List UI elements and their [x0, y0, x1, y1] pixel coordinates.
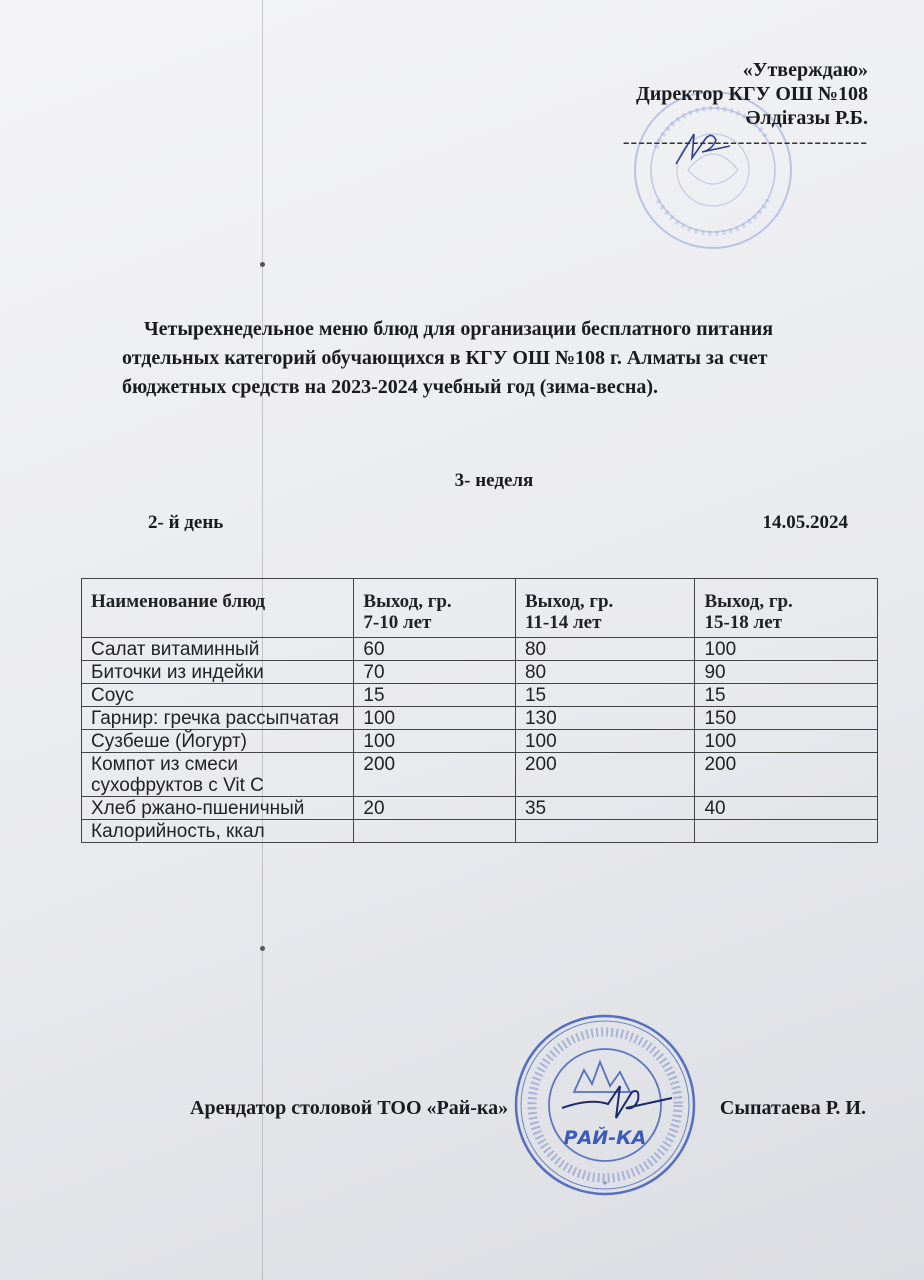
yield-cell: 150: [695, 707, 878, 730]
yield-cell: 90: [695, 661, 878, 684]
table-header-row: [82, 579, 878, 638]
yield-cell: 15: [695, 684, 878, 707]
yield-cell: [515, 820, 695, 843]
week-label: 3- неделя: [454, 470, 534, 491]
menu-table: [81, 578, 878, 843]
table-row: [82, 707, 878, 730]
table-row: [82, 753, 878, 797]
yield-cell: [354, 820, 516, 843]
yield-cell: 70: [354, 661, 516, 684]
yield-cell: 130: [515, 707, 695, 730]
dish-name-cell: Хлеб ржано-пшеничный: [82, 797, 354, 820]
yield-cell: 200: [695, 753, 878, 797]
yield-cell: 40: [695, 797, 878, 820]
punch-hole-dot: [260, 946, 265, 951]
punch-hole-dot: [260, 262, 265, 267]
header-yield-15-18: Выход, гр. 15-18 лет: [695, 579, 878, 638]
header-yield-7-10: Выход, гр. 7-10 лет: [354, 579, 516, 638]
yield-cell: 200: [515, 753, 695, 797]
approval-director-name: Әлдіғазы Р.Б.: [745, 107, 868, 129]
header-yield-11-14: Выход, гр. 11-14 лет: [515, 579, 695, 638]
dish-name-cell: Калорийность, ккал: [82, 820, 354, 843]
table-row: [82, 730, 878, 753]
approval-signature-line: --------------------------------: [622, 131, 868, 153]
table-row: [82, 684, 878, 707]
header-dish-name: Наименование блюд: [82, 579, 354, 638]
svg-text:*: *: [602, 1180, 608, 1191]
tenant-signature-icon: [560, 1078, 680, 1128]
dish-name-cell: Соус: [82, 684, 354, 707]
approval-director-title: Директор КГУ ОШ №108: [635, 83, 868, 105]
yield-cell: 35: [515, 797, 695, 820]
yield-cell: 100: [354, 730, 516, 753]
table-row: [82, 661, 878, 684]
yield-cell: 100: [515, 730, 695, 753]
yield-cell: [695, 820, 878, 843]
dish-name-cell: Биточки из индейки: [82, 661, 354, 684]
table-row: [82, 638, 878, 661]
dish-name-cell: Салат витаминный: [82, 638, 354, 661]
approval-heading: «Утверждаю»: [742, 59, 868, 81]
table-row: [82, 797, 878, 820]
yield-cell: 20: [354, 797, 516, 820]
day-label: 2- й день: [148, 512, 224, 533]
yield-cell: 80: [515, 661, 695, 684]
yield-cell: 200: [354, 753, 516, 797]
yield-cell: 80: [515, 638, 695, 661]
table-row-calories: [82, 820, 878, 843]
approval-block: [623, 58, 868, 154]
yield-cell: 100: [354, 707, 516, 730]
tenant-label: Арендатор столовой ТОО «Рай-ка»: [190, 1097, 509, 1119]
dish-name-cell: Сузбеше (Йогурт): [82, 730, 354, 753]
yield-cell: 60: [354, 638, 516, 661]
dish-name-cell: Компот из смеси сухофруктов с Vit C: [82, 753, 354, 797]
document-title: Четырехнедельное меню блюд для организации бесплатного питания отдельных категорий обучающихся в КГУ ОШ №108 г. Алматы за счет бюджетных средств на 2023-2024 учебный год (зима-весна).: [122, 318, 774, 398]
stamp-company-name: РАЙ-КА: [563, 1127, 647, 1149]
yield-cell: 100: [695, 730, 878, 753]
tenant-signatory: Сыпатаева Р. И.: [719, 1097, 866, 1119]
yield-cell: 100: [695, 638, 878, 661]
yield-cell: 15: [515, 684, 695, 707]
dish-name-cell: Гарнир: гречка рассыпчатая: [82, 707, 354, 730]
yield-cell: 15: [354, 684, 516, 707]
menu-date: 14.05.2024: [762, 512, 848, 533]
